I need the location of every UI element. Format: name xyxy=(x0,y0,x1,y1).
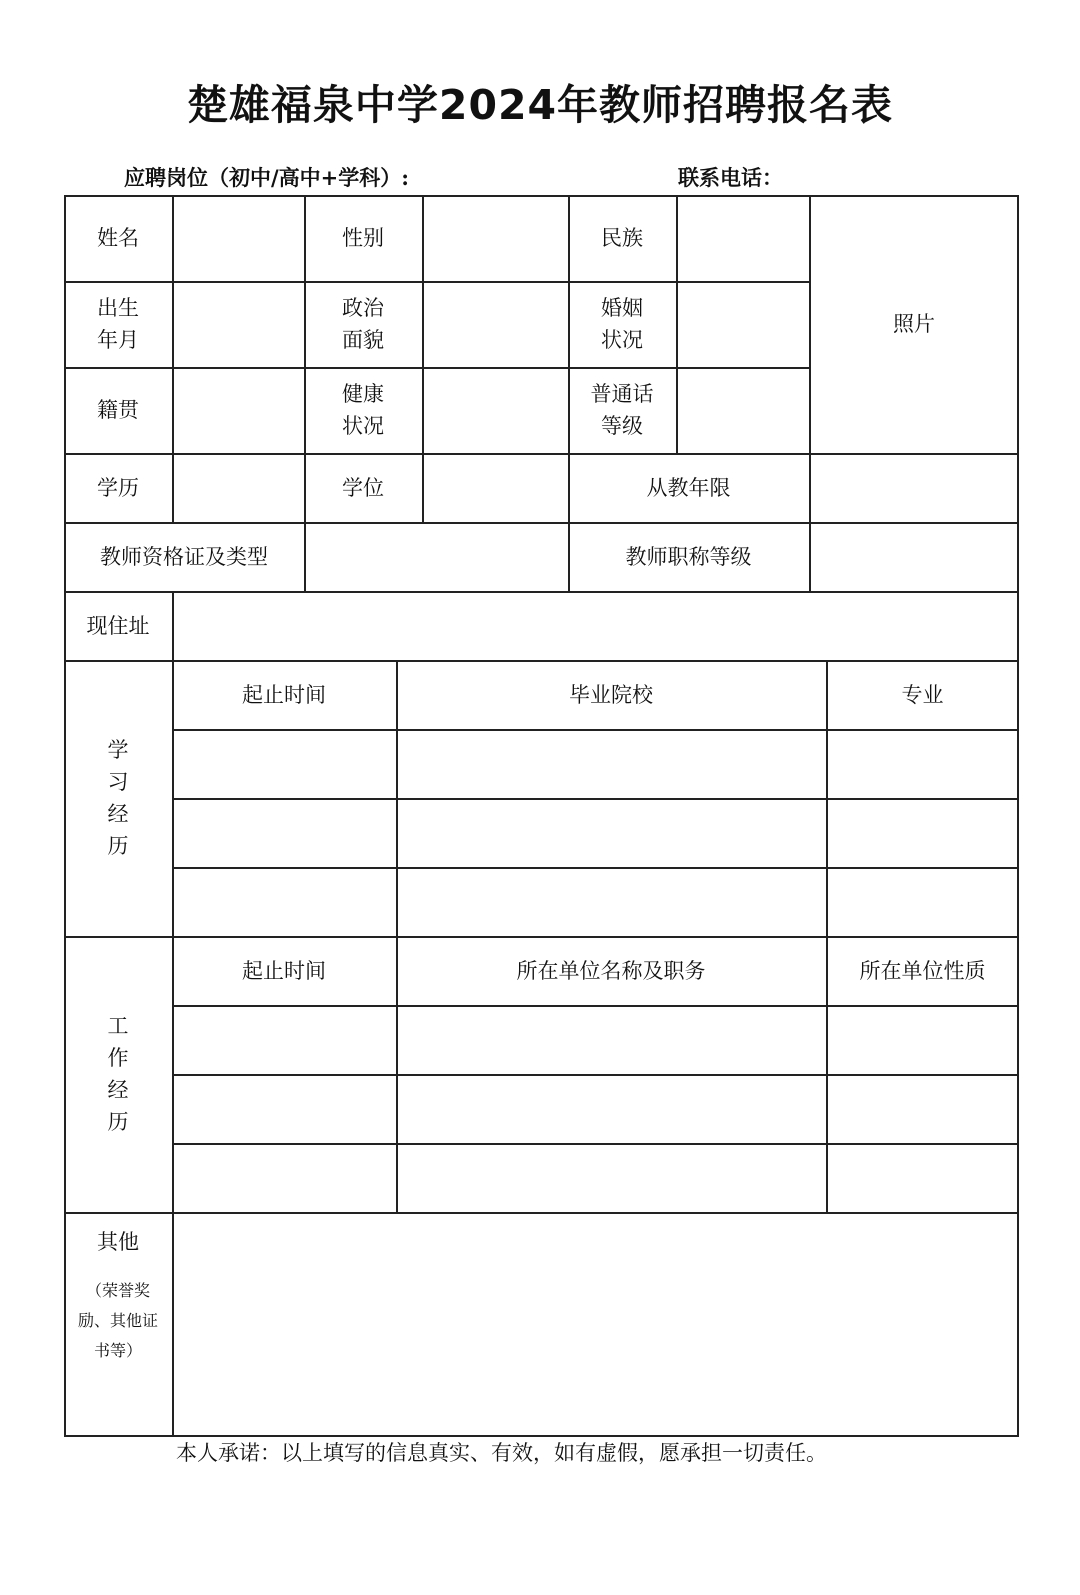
work-col-employer-type: 所在单位性质 xyxy=(859,958,986,983)
label-teacher-certificate: 教师资格证及类型 xyxy=(100,544,268,569)
education-field[interactable] xyxy=(174,455,304,522)
label-title-level: 教师职称等级 xyxy=(625,544,752,569)
teacher-certificate-field[interactable] xyxy=(306,524,568,591)
work-col-employer-position: 所在单位名称及职务 xyxy=(516,958,706,983)
work-row-3-period[interactable] xyxy=(174,1145,396,1212)
study-col-major: 专业 xyxy=(901,682,944,707)
work-row-2-employer[interactable] xyxy=(398,1076,826,1143)
label-health: 健康 状况 xyxy=(342,382,384,438)
applicant-pledge: 本人承诺：以上填写的信息真实、有效，如有虚假，愿承担一切责任。 xyxy=(176,1441,827,1465)
mandarin-level-field[interactable] xyxy=(678,369,809,453)
label-birth-date: 出生 年月 xyxy=(97,296,139,352)
birth-date-field[interactable] xyxy=(174,283,304,367)
marital-status-field[interactable] xyxy=(678,283,809,367)
study-row-2-major[interactable] xyxy=(828,800,1017,867)
title-level-field[interactable] xyxy=(811,524,1017,591)
work-row-3-type[interactable] xyxy=(828,1145,1017,1212)
label-work-history: 工 作 经 历 xyxy=(107,1014,129,1134)
study-col-period: 起止时间 xyxy=(242,682,326,707)
degree-field[interactable] xyxy=(424,455,568,522)
applied-position-label: 应聘岗位（初中/高中+学科）: xyxy=(124,165,410,190)
teaching-years-field[interactable] xyxy=(811,455,1017,522)
native-place-field[interactable] xyxy=(174,369,304,453)
work-col-period: 起止时间 xyxy=(242,958,326,983)
registration-form-table xyxy=(64,195,1019,1437)
address-field[interactable] xyxy=(174,593,1017,660)
work-row-1-type[interactable] xyxy=(828,1007,1017,1074)
work-row-3-employer[interactable] xyxy=(398,1145,826,1212)
label-gender: 性别 xyxy=(342,226,384,250)
study-row-1-school[interactable] xyxy=(398,731,826,798)
work-row-1-employer[interactable] xyxy=(398,1007,826,1074)
study-row-3-school[interactable] xyxy=(398,869,826,936)
name-field[interactable] xyxy=(174,197,304,281)
photo-box[interactable]: 照片 xyxy=(893,312,935,336)
label-other: 其他 （荣誉奖 励、其他证 书等） xyxy=(77,1230,158,1360)
work-row-2-period[interactable] xyxy=(174,1076,396,1143)
label-political-status: 政治 面貌 xyxy=(342,296,384,352)
study-col-school: 毕业院校 xyxy=(569,682,653,707)
phone-label: 联系电话： xyxy=(678,165,783,190)
label-mandarin-level: 普通话 等级 xyxy=(590,382,654,438)
label-ethnicity: 民族 xyxy=(601,226,643,250)
work-row-1-period[interactable] xyxy=(174,1007,396,1074)
work-row-2-type[interactable] xyxy=(828,1076,1017,1143)
study-row-2-school[interactable] xyxy=(398,800,826,867)
page-title: 楚雄福泉中学2024年教师招聘报名表 xyxy=(186,81,894,129)
study-row-1-period[interactable] xyxy=(174,731,396,798)
label-study-history: 学 习 经 历 xyxy=(107,738,129,858)
study-row-1-major[interactable] xyxy=(828,731,1017,798)
label-marital-status: 婚姻 状况 xyxy=(601,296,643,352)
political-status-field[interactable] xyxy=(424,283,568,367)
health-field[interactable] xyxy=(424,369,568,453)
label-degree: 学位 xyxy=(342,475,384,500)
label-education: 学历 xyxy=(97,475,139,500)
gender-field[interactable] xyxy=(424,197,568,281)
label-name: 姓名 xyxy=(97,226,139,250)
study-row-2-period[interactable] xyxy=(174,800,396,867)
other-note: （荣誉奖 xyxy=(85,1281,150,1300)
label-teaching-years: 从教年限 xyxy=(646,475,731,500)
study-row-3-period[interactable] xyxy=(174,869,396,936)
label-native-place: 籍贯 xyxy=(97,398,139,422)
ethnicity-field[interactable] xyxy=(678,197,809,281)
other-field[interactable] xyxy=(174,1214,1017,1435)
label-address: 现住址 xyxy=(86,613,150,638)
study-row-3-major[interactable] xyxy=(828,869,1017,936)
